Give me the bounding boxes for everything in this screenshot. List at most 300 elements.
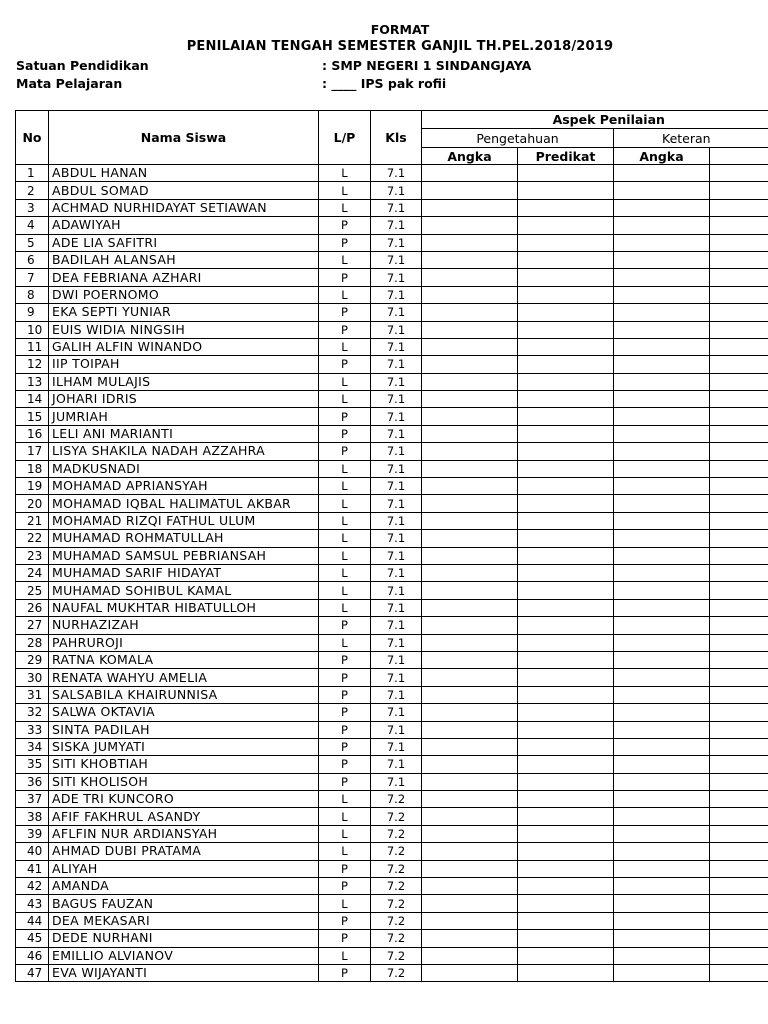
column-header-aspek: Aspek Penilaian bbox=[422, 111, 768, 129]
score-angka-keterampilan-cell[interactable] bbox=[614, 269, 710, 286]
mata-pelajaran-value: : ____ IPS pak rofii bbox=[322, 76, 447, 91]
score-angka-keterampilan-cell[interactable] bbox=[614, 530, 710, 547]
score-predikat-cell[interactable] bbox=[518, 686, 614, 703]
score-extra-cell[interactable] bbox=[710, 251, 768, 268]
table-row bbox=[16, 930, 768, 947]
score-angka-cell[interactable] bbox=[422, 234, 518, 251]
score-angka-keterampilan-cell[interactable] bbox=[614, 304, 710, 321]
table-row bbox=[16, 617, 768, 634]
score-extra-cell[interactable] bbox=[710, 425, 768, 442]
score-angka-cell[interactable] bbox=[422, 721, 518, 738]
score-angka-keterampilan-cell[interactable] bbox=[614, 756, 710, 773]
score-angka-cell[interactable] bbox=[422, 512, 518, 529]
score-predikat-cell[interactable] bbox=[518, 738, 614, 755]
score-angka-cell[interactable] bbox=[422, 547, 518, 564]
student-gender: P bbox=[319, 217, 371, 234]
score-predikat-cell[interactable] bbox=[518, 912, 614, 929]
score-extra-cell[interactable] bbox=[710, 617, 768, 634]
score-angka-cell[interactable] bbox=[422, 634, 518, 651]
score-angka-cell[interactable] bbox=[422, 912, 518, 929]
column-header-predikat: Predikat bbox=[518, 148, 614, 165]
score-predikat-cell[interactable] bbox=[518, 669, 614, 686]
score-angka-cell[interactable] bbox=[422, 443, 518, 460]
score-extra-cell[interactable] bbox=[710, 391, 768, 408]
score-extra-cell[interactable] bbox=[710, 321, 768, 338]
student-class: 7.1 bbox=[371, 634, 422, 651]
score-predikat-cell[interactable] bbox=[518, 582, 614, 599]
student-name: RATNA KOMALA bbox=[49, 651, 319, 668]
score-angka-keterampilan-cell[interactable] bbox=[614, 443, 710, 460]
column-header-pengetahuan: Pengetahuan bbox=[422, 129, 614, 148]
student-class: 7.1 bbox=[371, 269, 422, 286]
score-extra-cell[interactable] bbox=[710, 756, 768, 773]
student-gender: L bbox=[319, 791, 371, 808]
score-extra-cell[interactable] bbox=[710, 895, 768, 912]
score-angka-keterampilan-cell[interactable] bbox=[614, 617, 710, 634]
score-predikat-cell[interactable] bbox=[518, 165, 614, 182]
score-angka-cell[interactable] bbox=[422, 564, 518, 581]
score-angka-cell[interactable] bbox=[422, 269, 518, 286]
score-extra-cell[interactable] bbox=[710, 669, 768, 686]
score-extra-cell[interactable] bbox=[710, 217, 768, 234]
score-angka-cell[interactable] bbox=[422, 408, 518, 425]
score-extra-cell[interactable] bbox=[710, 686, 768, 703]
score-angka-cell[interactable] bbox=[422, 286, 518, 303]
score-extra-cell[interactable] bbox=[710, 843, 768, 860]
table-row bbox=[16, 234, 768, 251]
score-angka-cell[interactable] bbox=[422, 338, 518, 355]
score-angka-keterampilan-cell[interactable] bbox=[614, 182, 710, 199]
score-predikat-cell[interactable] bbox=[518, 964, 614, 981]
score-extra-cell[interactable] bbox=[710, 582, 768, 599]
score-angka-keterampilan-cell[interactable] bbox=[614, 547, 710, 564]
student-gender: L bbox=[319, 895, 371, 912]
score-extra-cell[interactable] bbox=[710, 199, 768, 216]
score-predikat-cell[interactable] bbox=[518, 878, 614, 895]
student-class: 7.1 bbox=[371, 756, 422, 773]
student-name: ABDUL HANAN bbox=[49, 165, 319, 182]
score-angka-keterampilan-cell[interactable] bbox=[614, 721, 710, 738]
score-angka-keterampilan-cell[interactable] bbox=[614, 217, 710, 234]
student-gender: P bbox=[319, 686, 371, 703]
score-angka-keterampilan-cell[interactable] bbox=[614, 251, 710, 268]
table-row bbox=[16, 547, 768, 564]
score-angka-keterampilan-cell[interactable] bbox=[614, 895, 710, 912]
student-name: ILHAM MULAJIS bbox=[49, 373, 319, 390]
score-extra-cell[interactable] bbox=[710, 182, 768, 199]
score-angka-keterampilan-cell[interactable] bbox=[614, 356, 710, 373]
score-angka-keterampilan-cell[interactable] bbox=[614, 338, 710, 355]
score-predikat-cell[interactable] bbox=[518, 338, 614, 355]
student-gender: P bbox=[319, 651, 371, 668]
score-angka-keterampilan-cell[interactable] bbox=[614, 599, 710, 616]
student-name: DEDE NURHANI bbox=[49, 930, 319, 947]
score-extra-cell[interactable] bbox=[710, 530, 768, 547]
column-header-angka-keterampilan: Angka bbox=[614, 148, 710, 165]
student-gender: L bbox=[319, 599, 371, 616]
score-extra-cell[interactable] bbox=[710, 825, 768, 842]
row-number: 2 bbox=[16, 182, 49, 199]
row-number: 25 bbox=[16, 582, 49, 599]
score-angka-cell[interactable] bbox=[422, 356, 518, 373]
table-row bbox=[16, 756, 768, 773]
score-predikat-cell[interactable] bbox=[518, 930, 614, 947]
score-predikat-cell[interactable] bbox=[518, 443, 614, 460]
student-name: MOHAMAD RIZQI FATHUL ULUM bbox=[49, 512, 319, 529]
row-number: 21 bbox=[16, 512, 49, 529]
score-extra-cell[interactable] bbox=[710, 304, 768, 321]
score-predikat-cell[interactable] bbox=[518, 304, 614, 321]
table-row bbox=[16, 634, 768, 651]
score-predikat-cell[interactable] bbox=[518, 617, 614, 634]
score-angka-keterampilan-cell[interactable] bbox=[614, 930, 710, 947]
score-extra-cell[interactable] bbox=[710, 791, 768, 808]
score-angka-cell[interactable] bbox=[422, 582, 518, 599]
student-gender: L bbox=[319, 199, 371, 216]
score-angka-cell[interactable] bbox=[422, 791, 518, 808]
score-angka-cell[interactable] bbox=[422, 947, 518, 964]
column-header-keterampilan: Keteran bbox=[614, 129, 768, 148]
score-angka-keterampilan-cell[interactable] bbox=[614, 582, 710, 599]
score-angka-cell[interactable] bbox=[422, 617, 518, 634]
student-name: MUHAMAD SOHIBUL KAMAL bbox=[49, 582, 319, 599]
score-angka-cell[interactable] bbox=[422, 217, 518, 234]
row-number: 29 bbox=[16, 651, 49, 668]
student-name: SITI KHOLISOH bbox=[49, 773, 319, 790]
score-angka-cell[interactable] bbox=[422, 199, 518, 216]
score-angka-cell[interactable] bbox=[422, 756, 518, 773]
student-gender: P bbox=[319, 773, 371, 790]
row-number: 8 bbox=[16, 286, 49, 303]
score-predikat-cell[interactable] bbox=[518, 651, 614, 668]
score-angka-cell[interactable] bbox=[422, 651, 518, 668]
score-predikat-cell[interactable] bbox=[518, 199, 614, 216]
student-class: 7.1 bbox=[371, 460, 422, 477]
score-angka-cell[interactable] bbox=[422, 321, 518, 338]
student-gender: P bbox=[319, 669, 371, 686]
score-angka-cell[interactable] bbox=[422, 738, 518, 755]
score-angka-cell[interactable] bbox=[422, 825, 518, 842]
score-angka-keterampilan-cell[interactable] bbox=[614, 773, 710, 790]
score-angka-keterampilan-cell[interactable] bbox=[614, 878, 710, 895]
student-gender: P bbox=[319, 321, 371, 338]
student-gender: P bbox=[319, 425, 371, 442]
student-gender: P bbox=[319, 617, 371, 634]
student-table bbox=[15, 110, 768, 982]
score-predikat-cell[interactable] bbox=[518, 182, 614, 199]
score-predikat-cell[interactable] bbox=[518, 564, 614, 581]
score-angka-keterampilan-cell[interactable] bbox=[614, 860, 710, 877]
score-angka-cell[interactable] bbox=[422, 878, 518, 895]
score-predikat-cell[interactable] bbox=[518, 269, 614, 286]
student-name: AHMAD DUBI PRATAMA bbox=[49, 843, 319, 860]
row-number: 7 bbox=[16, 269, 49, 286]
table-row bbox=[16, 582, 768, 599]
score-angka-cell[interactable] bbox=[422, 373, 518, 390]
score-extra-cell[interactable] bbox=[710, 860, 768, 877]
score-angka-cell[interactable] bbox=[422, 530, 518, 547]
score-extra-cell[interactable] bbox=[710, 286, 768, 303]
score-predikat-cell[interactable] bbox=[518, 512, 614, 529]
student-class: 7.2 bbox=[371, 964, 422, 981]
grade-sheet bbox=[15, 110, 768, 988]
student-name: SALWA OKTAVIA bbox=[49, 704, 319, 721]
score-extra-cell[interactable] bbox=[710, 721, 768, 738]
student-name: LELI ANI MARIANTI bbox=[49, 425, 319, 442]
score-angka-cell[interactable] bbox=[422, 478, 518, 495]
score-predikat-cell[interactable] bbox=[518, 530, 614, 547]
score-predikat-cell[interactable] bbox=[518, 773, 614, 790]
score-predikat-cell[interactable] bbox=[518, 634, 614, 651]
table-row bbox=[16, 217, 768, 234]
score-angka-keterampilan-cell[interactable] bbox=[614, 704, 710, 721]
score-angka-keterampilan-cell[interactable] bbox=[614, 199, 710, 216]
table-row bbox=[16, 704, 768, 721]
score-angka-cell[interactable] bbox=[422, 182, 518, 199]
score-extra-cell[interactable] bbox=[710, 478, 768, 495]
student-class: 7.1 bbox=[371, 443, 422, 460]
table-row bbox=[16, 478, 768, 495]
score-angka-keterampilan-cell[interactable] bbox=[614, 165, 710, 182]
score-predikat-cell[interactable] bbox=[518, 495, 614, 512]
score-predikat-cell[interactable] bbox=[518, 286, 614, 303]
student-name: ADE TRI KUNCORO bbox=[49, 791, 319, 808]
score-angka-keterampilan-cell[interactable] bbox=[614, 564, 710, 581]
score-angka-keterampilan-cell[interactable] bbox=[614, 391, 710, 408]
score-extra-cell[interactable] bbox=[710, 338, 768, 355]
score-extra-cell[interactable] bbox=[710, 964, 768, 981]
score-angka-keterampilan-cell[interactable] bbox=[614, 825, 710, 842]
score-angka-cell[interactable] bbox=[422, 964, 518, 981]
score-angka-keterampilan-cell[interactable] bbox=[614, 808, 710, 825]
score-extra-cell[interactable] bbox=[710, 547, 768, 564]
row-number: 33 bbox=[16, 721, 49, 738]
row-number: 24 bbox=[16, 564, 49, 581]
score-angka-cell[interactable] bbox=[422, 860, 518, 877]
student-name: DEA FEBRIANA AZHARI bbox=[49, 269, 319, 286]
score-angka-cell[interactable] bbox=[422, 460, 518, 477]
table-row bbox=[16, 495, 768, 512]
score-extra-cell[interactable] bbox=[710, 408, 768, 425]
table-row bbox=[16, 304, 768, 321]
student-gender: P bbox=[319, 912, 371, 929]
score-extra-cell[interactable] bbox=[710, 599, 768, 616]
score-extra-cell[interactable] bbox=[710, 234, 768, 251]
score-angka-keterampilan-cell[interactable] bbox=[614, 738, 710, 755]
score-predikat-cell[interactable] bbox=[518, 391, 614, 408]
row-number: 22 bbox=[16, 530, 49, 547]
score-angka-keterampilan-cell[interactable] bbox=[614, 634, 710, 651]
score-angka-keterampilan-cell[interactable] bbox=[614, 495, 710, 512]
score-angka-keterampilan-cell[interactable] bbox=[614, 843, 710, 860]
score-extra-cell[interactable] bbox=[710, 878, 768, 895]
table-row bbox=[16, 825, 768, 842]
score-extra-cell[interactable] bbox=[710, 443, 768, 460]
row-number: 14 bbox=[16, 391, 49, 408]
score-predikat-cell[interactable] bbox=[518, 825, 614, 842]
document-subtitle: PENILAIAN TENGAH SEMESTER GANJIL TH.PEL.2018/2019 bbox=[186, 39, 614, 54]
score-extra-cell[interactable] bbox=[710, 912, 768, 929]
score-angka-keterampilan-cell[interactable] bbox=[614, 478, 710, 495]
score-angka-cell[interactable] bbox=[422, 843, 518, 860]
score-angka-keterampilan-cell[interactable] bbox=[614, 686, 710, 703]
student-name: ABDUL SOMAD bbox=[49, 182, 319, 199]
row-number: 34 bbox=[16, 738, 49, 755]
student-class: 7.1 bbox=[371, 582, 422, 599]
student-name: EUIS WIDIA NINGSIH bbox=[49, 321, 319, 338]
score-extra-cell[interactable] bbox=[710, 460, 768, 477]
student-class: 7.2 bbox=[371, 947, 422, 964]
student-class: 7.1 bbox=[371, 773, 422, 790]
score-extra-cell[interactable] bbox=[710, 651, 768, 668]
score-extra-cell[interactable] bbox=[710, 738, 768, 755]
score-predikat-cell[interactable] bbox=[518, 860, 614, 877]
score-predikat-cell[interactable] bbox=[518, 460, 614, 477]
score-extra-cell[interactable] bbox=[710, 165, 768, 182]
student-class: 7.1 bbox=[371, 564, 422, 581]
student-gender: P bbox=[319, 756, 371, 773]
student-gender: L bbox=[319, 530, 371, 547]
score-angka-cell[interactable] bbox=[422, 391, 518, 408]
row-number: 35 bbox=[16, 756, 49, 773]
score-predikat-cell[interactable] bbox=[518, 808, 614, 825]
student-class: 7.1 bbox=[371, 512, 422, 529]
score-predikat-cell[interactable] bbox=[518, 321, 614, 338]
score-predikat-cell[interactable] bbox=[518, 547, 614, 564]
score-angka-keterampilan-cell[interactable] bbox=[614, 460, 710, 477]
score-angka-cell[interactable] bbox=[422, 930, 518, 947]
score-predikat-cell[interactable] bbox=[518, 791, 614, 808]
row-number: 16 bbox=[16, 425, 49, 442]
score-predikat-cell[interactable] bbox=[518, 251, 614, 268]
table-row bbox=[16, 947, 768, 964]
score-angka-keterampilan-cell[interactable] bbox=[614, 321, 710, 338]
score-angka-cell[interactable] bbox=[422, 599, 518, 616]
score-angka-cell[interactable] bbox=[422, 895, 518, 912]
score-angka-keterampilan-cell[interactable] bbox=[614, 373, 710, 390]
row-number: 27 bbox=[16, 617, 49, 634]
row-number: 41 bbox=[16, 860, 49, 877]
table-row bbox=[16, 878, 768, 895]
score-extra-cell[interactable] bbox=[710, 634, 768, 651]
student-class: 7.2 bbox=[371, 791, 422, 808]
student-class: 7.1 bbox=[371, 547, 422, 564]
score-extra-cell[interactable] bbox=[710, 808, 768, 825]
row-number: 46 bbox=[16, 947, 49, 964]
score-predikat-cell[interactable] bbox=[518, 408, 614, 425]
score-angka-keterampilan-cell[interactable] bbox=[614, 669, 710, 686]
score-predikat-cell[interactable] bbox=[518, 234, 614, 251]
score-angka-cell[interactable] bbox=[422, 704, 518, 721]
row-number: 20 bbox=[16, 495, 49, 512]
score-angka-keterampilan-cell[interactable] bbox=[614, 408, 710, 425]
score-predikat-cell[interactable] bbox=[518, 721, 614, 738]
student-name: AFLFIN NUR ARDIANSYAH bbox=[49, 825, 319, 842]
table-row bbox=[16, 460, 768, 477]
table-row bbox=[16, 286, 768, 303]
table-row bbox=[16, 912, 768, 929]
score-predikat-cell[interactable] bbox=[518, 947, 614, 964]
score-angka-cell[interactable] bbox=[422, 495, 518, 512]
student-name: DWI POERNOMO bbox=[49, 286, 319, 303]
score-extra-cell[interactable] bbox=[710, 704, 768, 721]
student-gender: P bbox=[319, 269, 371, 286]
score-predikat-cell[interactable] bbox=[518, 756, 614, 773]
score-extra-cell[interactable] bbox=[710, 512, 768, 529]
score-angka-keterampilan-cell[interactable] bbox=[614, 425, 710, 442]
student-class: 7.1 bbox=[371, 704, 422, 721]
student-name: BADILAH ALANSAH bbox=[49, 251, 319, 268]
score-predikat-cell[interactable] bbox=[518, 217, 614, 234]
student-class: 7.1 bbox=[371, 217, 422, 234]
score-predikat-cell[interactable] bbox=[518, 704, 614, 721]
table-row bbox=[16, 356, 768, 373]
student-name: SINTA PADILAH bbox=[49, 721, 319, 738]
score-angka-keterampilan-cell[interactable] bbox=[614, 912, 710, 929]
score-angka-keterampilan-cell[interactable] bbox=[614, 791, 710, 808]
score-angka-keterampilan-cell[interactable] bbox=[614, 651, 710, 668]
student-class: 7.2 bbox=[371, 808, 422, 825]
score-angka-cell[interactable] bbox=[422, 669, 518, 686]
score-predikat-cell[interactable] bbox=[518, 373, 614, 390]
score-angka-cell[interactable] bbox=[422, 808, 518, 825]
student-name: LISYA SHAKILA NADAH AZZAHRA bbox=[49, 443, 319, 460]
column-header-extra bbox=[710, 148, 768, 165]
score-extra-cell[interactable] bbox=[710, 947, 768, 964]
score-angka-cell[interactable] bbox=[422, 251, 518, 268]
student-gender: L bbox=[319, 947, 371, 964]
score-angka-keterampilan-cell[interactable] bbox=[614, 947, 710, 964]
score-angka-keterampilan-cell[interactable] bbox=[614, 234, 710, 251]
score-predikat-cell[interactable] bbox=[518, 425, 614, 442]
student-class: 7.1 bbox=[371, 373, 422, 390]
score-angka-cell[interactable] bbox=[422, 686, 518, 703]
score-angka-cell[interactable] bbox=[422, 304, 518, 321]
score-extra-cell[interactable] bbox=[710, 373, 768, 390]
score-predikat-cell[interactable] bbox=[518, 478, 614, 495]
score-angka-keterampilan-cell[interactable] bbox=[614, 964, 710, 981]
student-gender: L bbox=[319, 338, 371, 355]
score-predikat-cell[interactable] bbox=[518, 356, 614, 373]
student-gender: P bbox=[319, 721, 371, 738]
score-angka-cell[interactable] bbox=[422, 165, 518, 182]
table-row bbox=[16, 321, 768, 338]
student-name: MUHAMAD SAMSUL PEBRIANSAH bbox=[49, 547, 319, 564]
student-class: 7.1 bbox=[371, 738, 422, 755]
student-class: 7.2 bbox=[371, 878, 422, 895]
score-extra-cell[interactable] bbox=[710, 564, 768, 581]
student-name: ACHMAD NURHIDAYAT SETIAWAN bbox=[49, 199, 319, 216]
score-angka-cell[interactable] bbox=[422, 425, 518, 442]
row-number: 1 bbox=[16, 165, 49, 182]
score-angka-cell[interactable] bbox=[422, 773, 518, 790]
student-name: ADAWIYAH bbox=[49, 217, 319, 234]
student-gender: L bbox=[319, 843, 371, 860]
score-predikat-cell[interactable] bbox=[518, 843, 614, 860]
score-predikat-cell[interactable] bbox=[518, 895, 614, 912]
row-number: 36 bbox=[16, 773, 49, 790]
score-extra-cell[interactable] bbox=[710, 930, 768, 947]
score-extra-cell[interactable] bbox=[710, 773, 768, 790]
score-extra-cell[interactable] bbox=[710, 495, 768, 512]
score-extra-cell[interactable] bbox=[710, 269, 768, 286]
score-predikat-cell[interactable] bbox=[518, 599, 614, 616]
score-extra-cell[interactable] bbox=[710, 356, 768, 373]
row-number: 12 bbox=[16, 356, 49, 373]
score-angka-keterampilan-cell[interactable] bbox=[614, 286, 710, 303]
score-angka-keterampilan-cell[interactable] bbox=[614, 512, 710, 529]
student-gender: P bbox=[319, 738, 371, 755]
